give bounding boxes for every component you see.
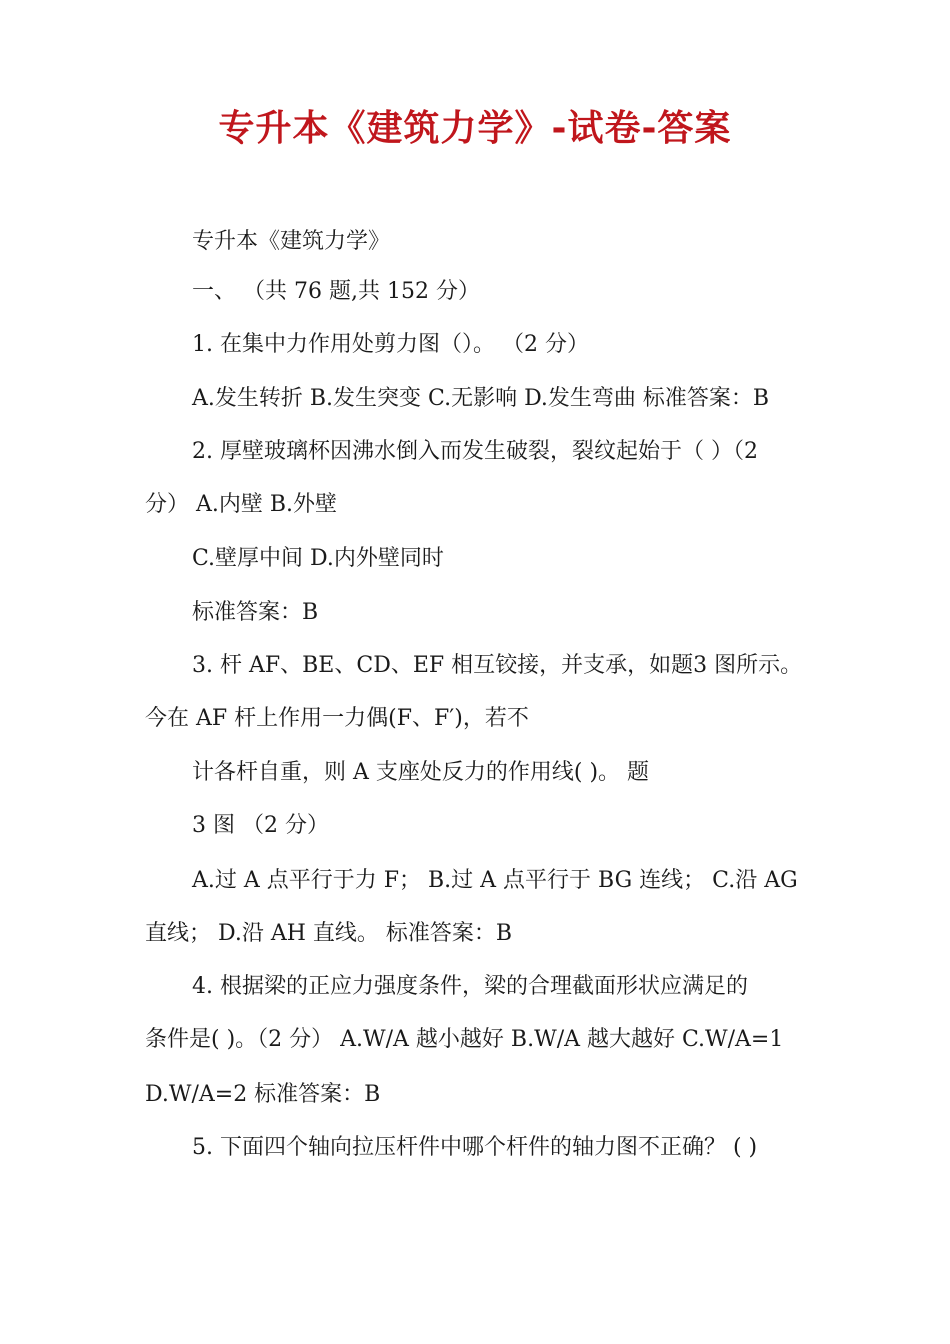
question-3-text: 3. 杆 AF、BE、CD、EF 相互铰接，并支承，如题3 图所示。 bbox=[192, 653, 803, 678]
question-4-options: 条件是( )。（2 分） A.W/A 越小越好 B.W/A 越大越好 C.W/A=1 bbox=[145, 1027, 784, 1052]
question-2-text: 2. 厚壁玻璃杯因沸水倒入而发生破裂，裂纹起始于（ ）（2 bbox=[192, 439, 758, 464]
question-3-text-cont: 今在 AF 杆上作用一力偶(F、F′)，若不 bbox=[145, 706, 529, 731]
question-5-text: 5. 下面四个轴向拉压杆件中哪个杆件的轴力图不正确？ ( ) bbox=[192, 1135, 758, 1160]
question-3-options-cont: 直线； D.沿 AH 直线。 标准答案：B bbox=[145, 921, 513, 946]
section-heading-part-one: 一、 （共 76 题,共 152 分） bbox=[192, 279, 480, 304]
question-2-text-cont: 分） A.内壁 B.外壁 bbox=[145, 492, 338, 517]
question-2-options: C.壁厚中间 D.内外壁同时 bbox=[192, 546, 444, 571]
question-3-text-cont-2: 计各杆自重，则 A 支座处反力的作用线( )。 题 bbox=[192, 760, 650, 785]
question-4-text: 4. 根据梁的正应力强度条件，梁的合理截面形状应满足的 bbox=[192, 974, 748, 999]
question-4-answer: D.W/A=2 标准答案：B bbox=[145, 1082, 381, 1107]
question-1-text: 1. 在集中力作用处剪力图（）。 （2 分） bbox=[192, 332, 589, 357]
question-1-options: A.发生转折 B.发生突变 C.无影响 D.发生弯曲 标准答案：B bbox=[192, 386, 770, 411]
question-3-figure-ref: 3 图 （2 分） bbox=[192, 813, 329, 838]
question-3-options: A.过 A 点平行于力 F； B.过 A 点平行于 BG 连线； C.沿 AG bbox=[192, 868, 798, 893]
document-title: 专升本《建筑力学》-试卷-答案 bbox=[218, 108, 732, 149]
section-heading-course: 专升本《建筑力学》 bbox=[192, 229, 391, 254]
question-2-answer: 标准答案：B bbox=[192, 600, 319, 625]
